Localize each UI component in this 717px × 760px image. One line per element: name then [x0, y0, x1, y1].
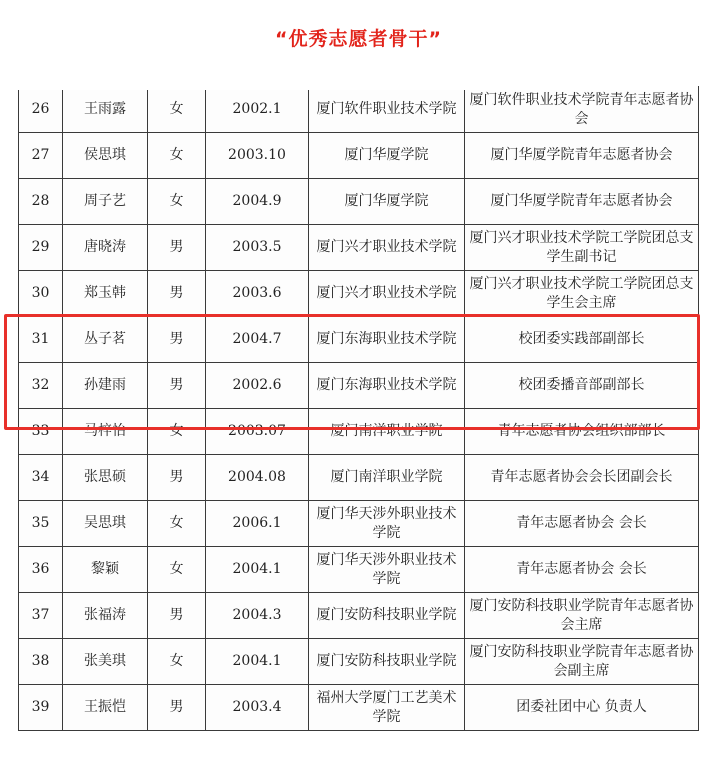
cell-school: 厦门东海职业技术学院 — [309, 317, 465, 363]
cell-birth: 2003.07 — [206, 409, 309, 455]
cell-birth: 2004.1 — [206, 639, 309, 685]
table-row — [19, 179, 699, 225]
cell-school: 厦门软件职业技术学院 — [309, 87, 465, 133]
cell-position: 青年志愿者协会 会长 — [465, 547, 699, 593]
cell-number: 38 — [19, 639, 63, 685]
cell-position: 厦门兴才职业技术学院工学院团总支学生会主席 — [465, 271, 699, 317]
cell-position: 厦门安防科技职业学院青年志愿者协会副主席 — [465, 639, 699, 685]
table-row — [19, 87, 699, 133]
table-row — [19, 639, 699, 685]
cell-school: 厦门南洋职业学院 — [309, 455, 465, 501]
cell-position: 青年志愿者协会会长团副会长 — [465, 455, 699, 501]
cell-birth: 2003.6 — [206, 271, 309, 317]
cell-gender: 女 — [148, 87, 206, 133]
cell-birth: 2004.9 — [206, 179, 309, 225]
cell-name: 王雨露 — [63, 87, 148, 133]
cell-birth: 2003.5 — [206, 225, 309, 271]
cell-number: 34 — [19, 455, 63, 501]
cell-name: 黎颖 — [63, 547, 148, 593]
cell-birth: 2003.4 — [206, 685, 309, 731]
scan-top-edge — [18, 84, 698, 90]
cell-position: 厦门安防科技职业学院青年志愿者协会主席 — [465, 593, 699, 639]
cell-name: 张思硕 — [63, 455, 148, 501]
cell-position: 厦门兴才职业技术学院工学院团总支学生副书记 — [465, 225, 699, 271]
cell-position: 厦门华厦学院青年志愿者协会 — [465, 179, 699, 225]
cell-number: 32 — [19, 363, 63, 409]
cell-name: 郑玉韩 — [63, 271, 148, 317]
cell-name: 张美琪 — [63, 639, 148, 685]
volunteer-table — [18, 86, 699, 731]
table-row — [19, 593, 699, 639]
cell-gender: 女 — [148, 409, 206, 455]
page-title: “优秀志愿者骨干” — [275, 28, 442, 50]
table-row — [19, 225, 699, 271]
cell-name: 吴思琪 — [63, 501, 148, 547]
cell-name: 周子艺 — [63, 179, 148, 225]
cell-school: 厦门南洋职业学院 — [309, 409, 465, 455]
cell-position: 青年志愿者协会 会长 — [465, 501, 699, 547]
cell-birth: 2004.7 — [206, 317, 309, 363]
cell-birth: 2002.6 — [206, 363, 309, 409]
cell-position: 厦门软件职业技术学院青年志愿者协会 — [465, 87, 699, 133]
cell-gender: 女 — [148, 133, 206, 179]
cell-gender: 男 — [148, 363, 206, 409]
table-row — [19, 317, 699, 363]
cell-position: 青年志愿者协会组织部部长 — [465, 409, 699, 455]
cell-birth: 2004.3 — [206, 593, 309, 639]
cell-position: 团委社团中心 负责人 — [465, 685, 699, 731]
cell-gender: 女 — [148, 179, 206, 225]
table-row — [19, 547, 699, 593]
table-row — [19, 501, 699, 547]
table-row — [19, 455, 699, 501]
cell-name: 丛子茗 — [63, 317, 148, 363]
volunteer-table-container — [18, 86, 698, 731]
table-row — [19, 409, 699, 455]
cell-gender: 男 — [148, 317, 206, 363]
cell-number: 27 — [19, 133, 63, 179]
cell-school: 厦门兴才职业技术学院 — [309, 271, 465, 317]
cell-name: 侯思琪 — [63, 133, 148, 179]
cell-number: 26 — [19, 87, 63, 133]
cell-gender: 女 — [148, 547, 206, 593]
cell-number: 28 — [19, 179, 63, 225]
cell-gender: 女 — [148, 639, 206, 685]
cell-position: 校团委播音部副部长 — [465, 363, 699, 409]
table-row — [19, 271, 699, 317]
cell-birth: 2004.08 — [206, 455, 309, 501]
cell-number: 29 — [19, 225, 63, 271]
cell-number: 30 — [19, 271, 63, 317]
cell-gender: 男 — [148, 455, 206, 501]
cell-school: 厦门华厦学院 — [309, 179, 465, 225]
cell-number: 36 — [19, 547, 63, 593]
cell-number: 37 — [19, 593, 63, 639]
cell-school: 福州大学厦门工艺美术学院 — [309, 685, 465, 731]
cell-name: 唐晓涛 — [63, 225, 148, 271]
cell-gender: 男 — [148, 593, 206, 639]
cell-school: 厦门兴才职业技术学院 — [309, 225, 465, 271]
cell-gender: 男 — [148, 685, 206, 731]
cell-birth: 2002.1 — [206, 87, 309, 133]
cell-number: 33 — [19, 409, 63, 455]
cell-name: 张福涛 — [63, 593, 148, 639]
cell-gender: 男 — [148, 271, 206, 317]
cell-position: 厦门华厦学院青年志愿者协会 — [465, 133, 699, 179]
cell-name: 马梓怡 — [63, 409, 148, 455]
cell-school: 厦门华天涉外职业技术学院 — [309, 547, 465, 593]
cell-gender: 女 — [148, 501, 206, 547]
cell-school: 厦门安防科技职业学院 — [309, 639, 465, 685]
cell-school: 厦门东海职业技术学院 — [309, 363, 465, 409]
table-row — [19, 685, 699, 731]
cell-school: 厦门安防科技职业学院 — [309, 593, 465, 639]
table-body — [19, 87, 699, 731]
table-row — [19, 133, 699, 179]
cell-birth: 2004.1 — [206, 547, 309, 593]
cell-number: 31 — [19, 317, 63, 363]
cell-name: 王振恺 — [63, 685, 148, 731]
cell-birth: 2003.10 — [206, 133, 309, 179]
cell-position: 校团委实践部副部长 — [465, 317, 699, 363]
cell-school: 厦门华厦学院 — [309, 133, 465, 179]
cell-name: 孙建雨 — [63, 363, 148, 409]
cell-birth: 2006.1 — [206, 501, 309, 547]
cell-gender: 男 — [148, 225, 206, 271]
table-row — [19, 363, 699, 409]
cell-number: 35 — [19, 501, 63, 547]
cell-school: 厦门华天涉外职业技术学院 — [309, 501, 465, 547]
cell-number: 39 — [19, 685, 63, 731]
